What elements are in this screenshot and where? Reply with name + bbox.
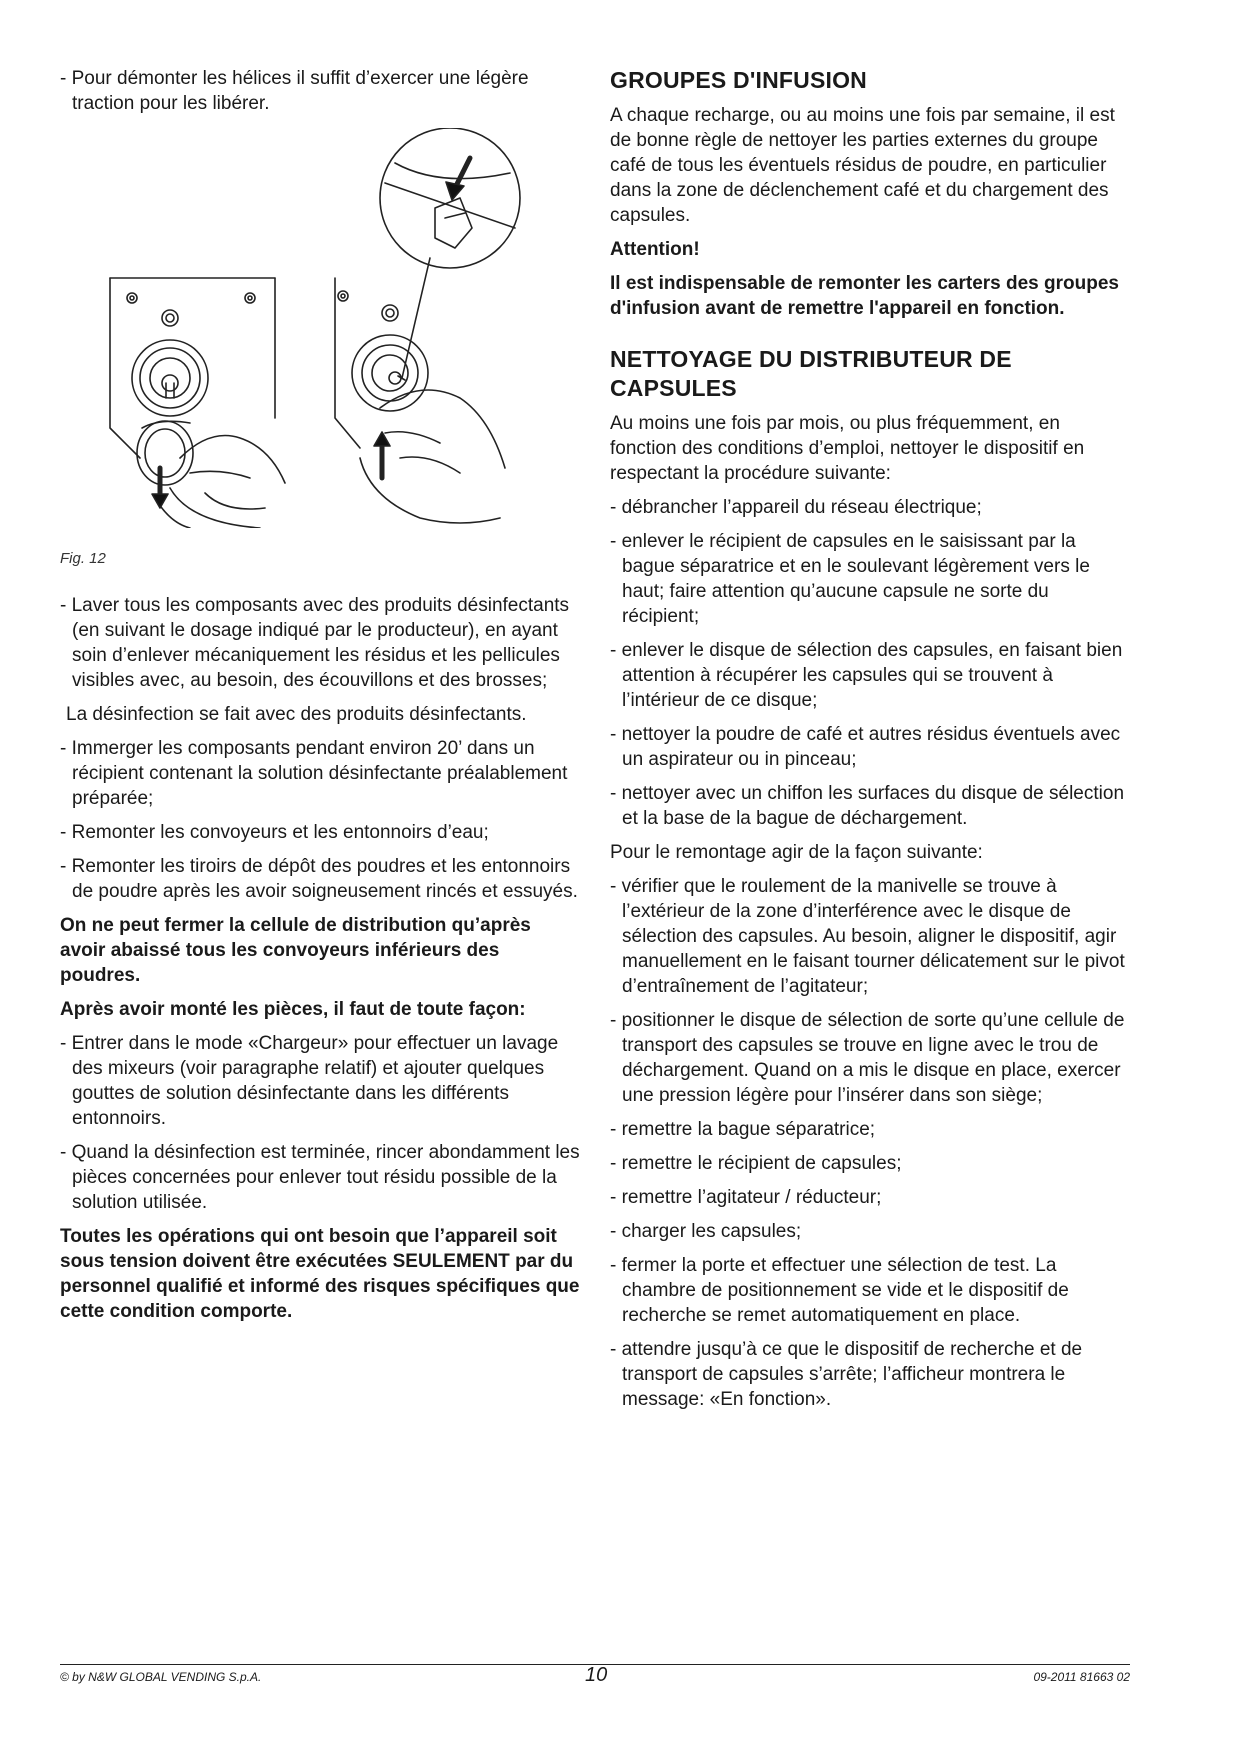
page-number: 10 <box>585 1664 608 1686</box>
step-unplug: - débrancher l’appareil du réseau électrique; <box>610 497 982 518</box>
step-refit-agitator: - remettre l’agitateur / réducteur; <box>610 1187 882 1208</box>
figure-caption: Fig. 12 <box>60 550 106 567</box>
reassembly-intro: Pour le remontage agir de la façon suivante: <box>610 842 983 863</box>
step-load-capsules: - charger les capsules; <box>610 1221 802 1242</box>
section-heading-capsules: NETTOYAGE DU DISTRIBUTEUR DE CAPSULES <box>610 346 1012 401</box>
right-column <box>610 66 1130 1421</box>
step-position-disc: - positionner le disque de sélection de sorte qu’une cellule de transport des capsules se trouve en ligne avec le trou de déchargement. Quand on a mis le disque en place, exercer une pression légère pour l’insérer dans son siège; <box>610 1010 1125 1106</box>
reassemble-conveyors: - Remonter les convoyeurs et les entonnoirs d’eau; <box>60 822 489 843</box>
footer-copyright: © by N&W GLOBAL VENDING S.p.A. <box>60 1670 262 1684</box>
step-wait: - attendre jusqu’à ce que le dispositif de recherche et de transport de capsules s’arrête; l’afficheur montrera le message: «En fonction». <box>610 1339 1083 1410</box>
rinse-step: - Quand la désinfection est terminée, rincer abondamment les pièces concernées pour enlever tout résidu possible de la solution utilisée. <box>60 1142 580 1213</box>
step-refit-container: - remettre le récipient de capsules; <box>610 1153 902 1174</box>
left-column <box>60 66 580 1333</box>
step-refit-ring: - remettre la bague séparatrice; <box>610 1119 876 1140</box>
capsules-intro: Au moins une fois par mois, ou plus fréquemment, en fonction des conditions d’emploi, nettoyer le dispositif en respectant la procédure suivante: <box>610 413 1085 484</box>
step-remove-disc: - enlever le disque de sélection des capsules, en faisant bien attention à récupérer les capsules qui se trouvent à l’intérieur de ce disque; <box>610 640 1123 711</box>
footer-doc-code: 09-2011 81663 02 <box>1033 1670 1130 1684</box>
reassemble-drawers: - Remonter les tiroirs de dépôt des poudres et les entonnoirs de poudre après les avoir soigneusement rincés et essuyés. <box>60 856 578 902</box>
disinfection-note: La désinfection se fait avec des produits désinfectants. <box>66 704 527 725</box>
fig-12-illustration <box>60 128 580 528</box>
step-check-bearing: - vérifier que le roulement de la manivelle se trouve à l’extérieur de la zone d’interférence avec le disque de sélection des capsules. Au besoin, aligner le dispositif, agir manuellement en le faisant tourner délicatement sur le pivot d’entraînement de l’agitateur; <box>610 876 1125 997</box>
step-clean-powder: - nettoyer la poudre de café et autres résidus éventuels avec un aspirateur ou in pinceau; <box>610 724 1121 770</box>
step-close-door: - fermer la porte et effectuer une sélection de test. La chambre de positionnement se vide et le dispositif de recherche se remet automatiquement en place. <box>610 1255 1069 1326</box>
loader-mode-step: - Entrer dans le mode «Chargeur» pour effectuer un lavage des mixeurs (voir paragraphe relatif) et ajouter quelques gouttes de solution désinfectante dans les différents entonnoirs. <box>60 1033 559 1129</box>
infusion-warning: Il est indispensable de remonter les carters des groupes d'infusion avant de remettre l'appareil en fonction. <box>610 273 1119 319</box>
section-heading-infusion: GROUPES D'INFUSION <box>610 67 867 93</box>
wash-components: - Laver tous les composants avec des produits désinfectants (en suivant le dosage indiqué par le producteur), en ayant soin d’enlever mécaniquement les résidus et les pellicules visibles avec, au besoin, des écouvillons et des brosses; <box>60 595 570 691</box>
helices-instruction: - Pour démonter les hélices il suffit d’exercer une légère traction pour les libérer. <box>60 68 529 114</box>
after-assembly-heading: Après avoir monté les pièces, il faut de toute façon: <box>60 999 526 1020</box>
infusion-text: A chaque recharge, ou au moins une fois par semaine, il est de bonne règle de nettoyer les parties externes du groupe café de tous les éventuels résidus de poudre, en particulier dans la zone de déclenchement café et du chargement des capsules. <box>610 105 1115 226</box>
step-wipe-surfaces: - nettoyer avec un chiffon les surfaces du disque de sélection et la base de la bague de déchargement. <box>610 783 1125 829</box>
qualified-personnel-warning: Toutes les opérations qui ont besoin que l’appareil soit sous tension doivent être exécutées SEULEMENT par du personnel qualifié et informé des risques spécifiques que cette condition comporte. <box>60 1226 580 1322</box>
attention-label: Attention! <box>610 239 700 260</box>
immerse-components: - Immerger les composants pendant environ 20’ dans un récipient contenant la solution désinfectante préalablement préparée; <box>60 738 568 809</box>
step-remove-container: - enlever le récipient de capsules en le saisissant par la bague séparatrice et en le soulevant légèrement vers le haut; faire attention qu’aucune capsule ne sorte du récipient; <box>610 531 1090 627</box>
closing-warning: On ne peut fermer la cellule de distribution qu’après avoir abaissé tous les convoyeurs inférieurs des poudres. <box>60 915 531 986</box>
figure-12 <box>60 128 580 528</box>
